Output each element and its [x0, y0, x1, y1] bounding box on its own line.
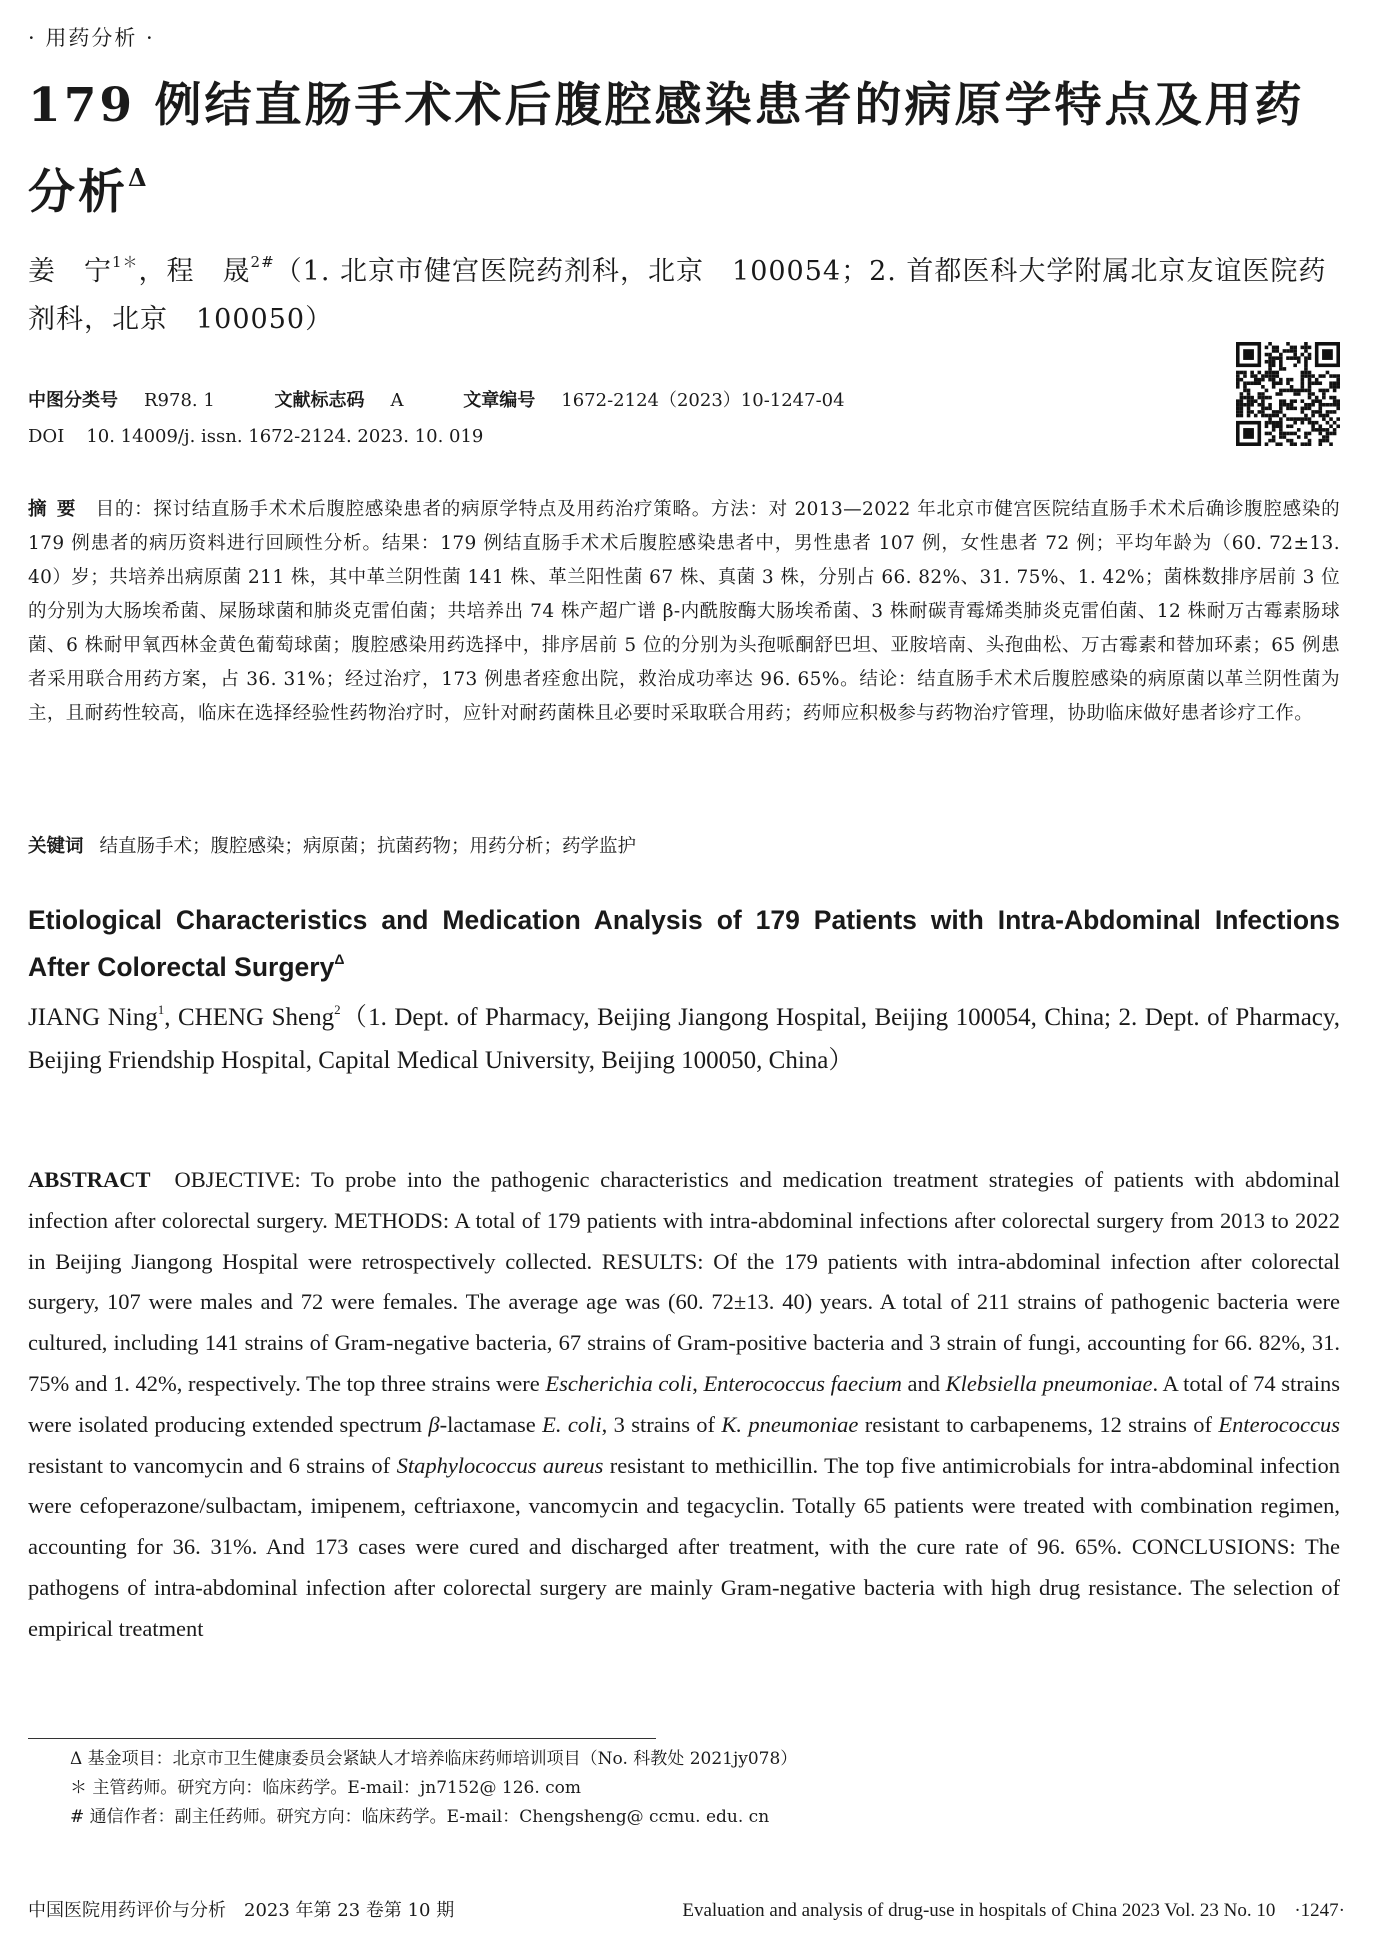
- authors-cn: [28, 238, 1346, 344]
- article-title-cn-text: 179 例结直肠手术术后腹腔感染患者的病原学特点及用药分析: [28, 78, 1305, 220]
- doi-label: DOI: [28, 426, 65, 447]
- title-en-fund-mark: Δ: [334, 951, 345, 967]
- abstract-en-seg: resistant to methicillin. The top five antimicrobials for intra-abdominal infection were cefoperazone/sulbactam, imipenem, ceftriaxone, vancomycin and tegacyclin. Totally 65 patients were treated with combination regimen, accounting for 36. 31%. And 173 cases were cured and discharged after treatment, with the cure rate of 96. 65%. CONCLUSIONS: The pathogens of intra-abdominal infection after colorectal surgery are mainly Gram-negative bacteria with high drug resistance. The selection of empirical treatment: [28, 1452, 1340, 1641]
- abstract-en-seg: OBJECTIVE: To probe into the pathogenic characteristics and medication treatment strategies of patients with abdominal infection after colorectal surgery. METHODS: A total of 179 patients with intra-abdominal infections after colorectal surgery from 2013 to 2022 in Beijing Jiangong Hospital were retrospectively collected. RESULTS: Of the 179 patients with intra-abdominal infection after colorectal surgery, 107 were males and 72 were females. The average age was (60. 72±13. 40) years. A total of 211 strains of pathogenic bacteria were cultured, including 141 strains of Gram-negative bacteria, 67 strains of Gram-positive bacteria and 3 strain of fungi, accounting for 66. 82%, 31. 75% and 1. 42%, respectively. The top three strains were: [28, 1167, 1340, 1396]
- author-1-en-sup: 1: [157, 1002, 165, 1017]
- qr-code-graphic: [1236, 342, 1340, 446]
- species-name: Enterococcus: [1218, 1411, 1341, 1437]
- keywords-cn-label: 关键词: [28, 836, 84, 857]
- footer-journal-en: Evaluation and analysis of drug-use in hospitals of China 2023 Vol. 23 No. 10 ·1247·: [682, 1900, 1345, 1921]
- doc-code-label: 文献标志码: [274, 390, 365, 411]
- keywords-cn-text: 结直肠手术；腹腔感染；病原菌；抗菌药物；用药分析；药学监护: [99, 836, 637, 857]
- title-fund-mark: Δ: [128, 163, 150, 192]
- keywords-cn: [28, 832, 1340, 862]
- abstract-cn-label: 摘要: [28, 499, 86, 520]
- author-2-en-sup: 2: [334, 1002, 341, 1017]
- section-tag: · 用药分析 ·: [28, 26, 155, 50]
- footnote-divider: [28, 1738, 656, 1739]
- abstract-cn: [28, 493, 1340, 731]
- clc-label: 中图分类号: [28, 390, 118, 411]
- species-name: Enterococcus faecium: [703, 1370, 902, 1396]
- species-name: Staphylococcus aureus: [396, 1452, 604, 1478]
- author-2-en: , CHENG Sheng: [164, 1004, 335, 1031]
- clc-value: R978. 1: [144, 390, 215, 411]
- article-no-label: 文章编号: [463, 390, 536, 411]
- article-title-en-text: Etiological Characteristics and Medication Analysis of 179 Patients with Intra-Abdominal Infections After Colorectal Surgery: [28, 905, 1340, 982]
- author-1-en: JIANG Ning: [28, 1004, 158, 1031]
- abstract-cn-text: 目的：探讨结直肠手术术后腹腔感染患者的病原学特点及用药治疗策略。方法：对 2013—2022 年北京市健宫医院结直肠手术术后确诊腹腔感染的 179 例患者的病历资料进行回顾性分析。结果：179 例结直肠手术术后腹腔感染患者中，男性患者 107 例，女性患者 72 例；平均年龄为（60. 72±13. 40）岁；共培养出病原菌 211 株，其中革兰阴性菌 141 株、革兰阳性菌 67 株、真菌 3 株，分别占 66. 82%、31. 75%、1. 42%；菌株数排序居前 3 位的分别为大肠埃希菌、屎肠球菌和肺炎克雷伯菌；共培养出 74 株产超广谱 β-内酰胺酶大肠埃希菌、3 株耐碳青霉烯类肺炎克雷伯菌、12 株耐万古霉素肠球菌、6 株耐甲氧西林金黄色葡萄球菌；腹腔感染用药选择中，排序居前 5 位的分别为头孢哌酮舒巴坦、亚胺培南、头孢曲松、万古霉素和替加环素；65 例患者采用联合用药方案，占 36. 31%；经过治疗，173 例患者痊愈出院，救治成功率达 96. 65%。结论：结直肠手术术后腹腔感染的病原菌以革兰阴性菌为主，且耐药性较高，临床在选择经验性药物治疗时，应针对耐药菌株且必要时采取联合用药；药师应积极参与药物治疗管理，协助临床做好患者诊疗工作。: [28, 499, 1340, 724]
- author-2-sup: 2#: [250, 253, 275, 271]
- authors-en: [28, 988, 1340, 1082]
- abstract-en-seg: resistant to vancomycin and 6 strains of: [28, 1452, 397, 1478]
- footnote-fund: Δ 基金项目：北京市卫生健康委员会紧缺人才培养临床药师培训项目（No. 科教处 2021jy078）: [70, 1749, 798, 1769]
- doc-code-value: A: [390, 390, 404, 411]
- abstract-en-seg: , 3 strains of: [601, 1411, 722, 1437]
- footnote-author-1: ＊ 主管药师。研究方向：临床药学。E-mail：jn7152@ 126. com: [70, 1778, 582, 1798]
- abstract-en-seg: ,: [692, 1370, 704, 1396]
- doi-line: [28, 425, 483, 449]
- author-1-sup: 1＊: [112, 253, 139, 271]
- abstract-en-seg: resistant to carbapenems, 12 strains of: [858, 1411, 1219, 1437]
- author-2-cn: ，程 晟: [138, 256, 251, 287]
- abstract-en-seg: and: [901, 1370, 946, 1396]
- footnote-corresponding: # 通信作者：副主任药师。研究方向：临床药学。E-mail：Chengsheng@ ccmu. edu. cn: [70, 1807, 770, 1827]
- species-name: Klebsiella pneumoniae: [945, 1370, 1153, 1396]
- abstract-en-label: ABSTRACT: [28, 1167, 151, 1192]
- footer-journal-cn: 中国医院用药评价与分析 2023 年第 23 卷第 10 期: [28, 1900, 455, 1921]
- abstract-en-seg: . A total of 74 strains were isolated producing extended spectrum: [28, 1370, 1340, 1437]
- species-name: E. coli: [542, 1411, 602, 1437]
- classification-line: [28, 389, 845, 413]
- article-no-value: 1672-2124（2023）10-1247-04: [561, 390, 845, 411]
- abstract-en-seg: -lactamase: [439, 1411, 543, 1437]
- qr-code-icon[interactable]: [1236, 342, 1340, 446]
- affiliations-en: （1. Dept. of Pharmacy, Beijing Jiangong Hospital, Beijing 100054, China; 2. Dept. of Pharmacy, Beijing Friendship Hospital, Capital Medical University, Beijing 100050, China）: [28, 1004, 1341, 1074]
- article-title-en: [28, 901, 1340, 987]
- species-name: Escherichia coli: [545, 1370, 693, 1396]
- author-1-cn: 姜 宁: [28, 256, 112, 287]
- greek-beta: β: [428, 1411, 440, 1437]
- article-title-cn: [28, 70, 1348, 229]
- species-name: K. pneumoniae: [721, 1411, 859, 1437]
- doi-value[interactable]: 10. 14009/j. issn. 1672-2124. 2023. 10. 019: [86, 426, 484, 447]
- affiliations-cn: （1. 北京市健宫医院药剂科，北京 100054；2. 首都医科大学附属北京友谊医院药剂科，北京 100050）: [28, 256, 1327, 335]
- abstract-en: [28, 1160, 1340, 1650]
